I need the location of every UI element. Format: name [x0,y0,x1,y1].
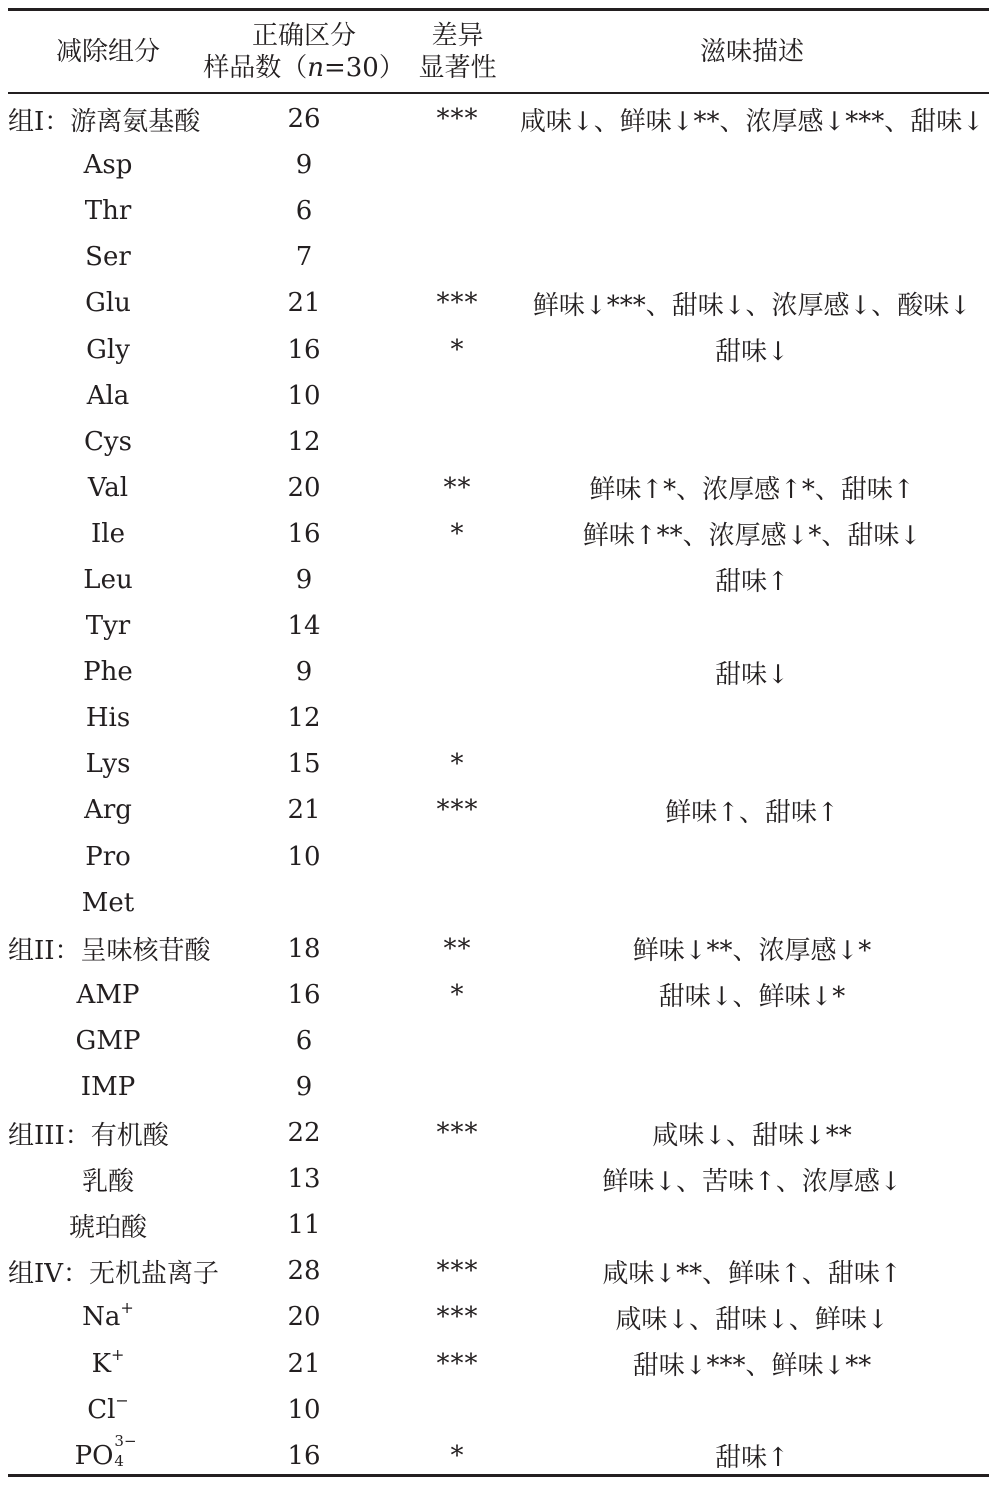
cell-count: 9 [295,564,313,595]
component-name: Arg [84,795,132,826]
cell-significance: *** [436,1256,479,1287]
cell-component [8,1115,208,1152]
cell-count: 16 [287,979,321,1010]
component-name: PO [74,1440,114,1471]
component-name: Pro [85,841,131,872]
cell-count: 14 [287,611,321,642]
component-name: Asp [83,150,133,181]
cell-significance: *** [436,288,479,319]
cell-count: 16 [287,518,321,549]
component-name: Cys [84,426,132,457]
table-row-group [8,96,989,142]
cell-count: 10 [287,1394,321,1425]
component-charge: − [115,1390,129,1410]
cell-component [8,565,208,595]
cell-taste-description: 甜味↓***、鲜味↓** [632,1351,872,1382]
cell-component [8,703,208,733]
cell-count: 9 [295,1072,313,1103]
cell-component [8,1431,208,1471]
cell-count: 6 [295,1025,313,1056]
table-top-rule [8,8,989,11]
cell-count: 21 [287,795,321,826]
header-taste-label: 滋味描述 [699,37,804,67]
component-formula [74,1431,142,1471]
cell-significance: *** [436,104,479,135]
table-row [8,972,989,1018]
cell-significance: *** [436,1118,479,1149]
component-name: His [85,703,131,734]
component-name: Met [81,887,135,918]
table-row [8,603,989,649]
component-name: Thr [84,196,132,227]
table-row [8,373,989,419]
cell-component [8,888,208,918]
header-count-line2 [203,52,405,84]
cell-component [8,1161,208,1198]
table-row [8,1018,989,1064]
cell-significance: ** [443,472,472,503]
component-name: Lys [85,749,131,780]
table-row [8,1387,989,1433]
component-name: Ile [91,518,125,549]
cell-component [8,196,208,226]
cell-taste-description: 咸味↓、鲜味↓**、浓厚感↓***、甜味↓ [519,106,985,137]
cell-taste-description: 咸味↓、甜味↓** [652,1120,852,1151]
table-row [8,188,989,234]
cell-significance: * [450,979,465,1010]
cell-component [8,1344,208,1379]
cell-taste-description: 甜味↓ [715,337,789,368]
cell-component [8,101,208,138]
cell-component [8,335,208,365]
table-row [8,787,989,833]
cell-component [8,1207,208,1244]
cell-count: 15 [287,749,321,780]
header-taste [515,14,989,90]
cell-significance: *** [436,1348,479,1379]
table-row [8,557,989,603]
table-row [8,1341,989,1387]
component-charge: + [111,1344,125,1364]
table-row [8,1064,989,1110]
cell-significance: * [450,1440,465,1471]
table-row-group [8,1110,989,1156]
header-component [8,14,208,90]
cell-count: 18 [287,933,321,964]
table-bottom-rule [8,1474,989,1477]
header-count-line2-pre: 样品数（ [203,53,308,83]
cell-taste-description: 鲜味↓***、甜味↓、浓厚感↓、酸味↓ [532,290,972,321]
cell-significance: ** [443,933,472,964]
component-name: 组IV：无机盐离子 [8,1258,220,1289]
component-subscript: 4 [114,1451,124,1470]
cell-component [8,288,208,318]
table-row [8,1202,989,1248]
table-row [8,1294,989,1340]
cell-count: 21 [287,1348,321,1379]
cell-count: 16 [287,334,321,365]
cell-taste-description: 鲜味↑*、浓厚感↑*、甜味↑ [589,475,915,506]
component-name: Ala [86,380,130,411]
cell-count: 16 [287,1440,321,1471]
header-count-n: n [307,53,324,83]
table-row [8,1156,989,1202]
cell-component [8,842,208,872]
component-name: 乳酸 [81,1166,134,1197]
component-name: Na [82,1302,121,1333]
cell-significance: *** [436,795,479,826]
table-row [8,511,989,557]
component-name: Ser [85,242,131,273]
component-name: IMP [80,1072,136,1103]
cell-taste-description: 甜味↓、鲜味↓* [658,982,846,1013]
table-row-group [8,1248,989,1294]
component-name: Phe [83,657,133,688]
cell-count: 10 [287,841,321,872]
component-name: Leu [83,564,133,595]
component-name: Glu [85,288,131,319]
component-name: 组II：呈味核苷酸 [8,936,211,967]
table-row [8,326,989,372]
cell-component [8,749,208,779]
cell-component [8,242,208,272]
cell-component [8,427,208,457]
cell-component [8,980,208,1010]
cell-component [8,611,208,641]
table-row [8,834,989,880]
component-name: Cl [87,1394,116,1425]
cell-count: 28 [287,1256,321,1287]
table-row [8,142,989,188]
cell-count: 13 [287,1164,321,1195]
cell-taste-description: 甜味↑ [715,567,789,598]
cell-count: 10 [287,380,321,411]
cell-count: 11 [287,1210,321,1241]
cell-component [8,795,208,825]
cell-taste-description: 鲜味↓、苦味↑、浓厚感↓ [602,1166,902,1197]
cell-component [8,519,208,549]
cell-component [8,930,211,967]
table-header-rule [8,92,989,94]
component-name: AMP [76,979,140,1010]
cell-taste-description: 咸味↓**、鲜味↑、甜味↑ [602,1258,902,1289]
cell-significance: * [450,518,465,549]
cell-component [8,473,208,503]
cell-count: 12 [287,426,321,457]
header-significance-line2: 显著性 [418,53,497,83]
component-name: 琥珀酸 [68,1212,147,1243]
component-name: Val [87,472,129,503]
cell-component [8,657,208,687]
table-row [8,465,989,511]
header-significance-line1: 差异 [431,21,484,51]
cell-taste-description: 甜味↑ [715,1443,789,1474]
cell-count: 20 [287,1302,321,1333]
table-row [8,880,989,926]
cell-significance: * [450,334,465,365]
table-row [8,419,989,465]
table-row [8,649,989,695]
component-name: K [91,1348,112,1379]
component-name: 组III：有机酸 [8,1120,169,1151]
cell-taste-description: 鲜味↓**、浓厚感↓* [632,936,872,967]
header-count-line1: 正确区分 [251,21,356,51]
header-component-label: 减除组分 [55,37,160,67]
cell-component [8,381,208,411]
cell-significance: * [450,749,465,780]
cell-taste-description: 咸味↓、甜味↓、鲜味↓ [615,1304,889,1335]
cell-count: 22 [287,1118,321,1149]
table-row [8,741,989,787]
cell-count: 9 [295,657,313,688]
cell-taste-description: 鲜味↑、甜味↑ [665,797,839,828]
component-name: Gly [86,334,130,365]
cell-component [8,1253,220,1290]
cell-count: 12 [287,703,321,734]
cell-count: 7 [295,242,313,273]
cell-component [8,1298,208,1333]
component-name: Tyr [85,611,131,642]
header-significance [400,14,515,90]
cell-component [8,1026,208,1056]
cell-component [8,150,208,180]
cell-significance: *** [436,1302,479,1333]
component-name: 组I：游离氨基酸 [8,106,201,137]
table-row-group [8,926,989,972]
cell-component [8,1072,208,1102]
table-row [8,280,989,326]
cell-count: 26 [287,104,321,135]
header-count-line2-post: =30） [323,53,405,83]
cell-count: 21 [287,288,321,319]
cell-count: 9 [295,150,313,181]
cell-component [8,1390,208,1425]
cell-taste-description: 鲜味↑**、浓厚感↓*、甜味↓ [582,521,922,552]
header-count [203,14,405,90]
formula-script-stack [113,1431,141,1470]
table-row [8,1433,989,1479]
cell-count: 20 [287,472,321,503]
component-name: GMP [75,1025,141,1056]
component-charge: 3− [114,1431,137,1450]
table-row [8,234,989,280]
cell-taste-description: 甜味↓ [715,659,789,690]
component-charge: + [120,1298,134,1318]
table-body [8,96,989,1479]
cell-count: 6 [295,196,313,227]
table-row [8,695,989,741]
